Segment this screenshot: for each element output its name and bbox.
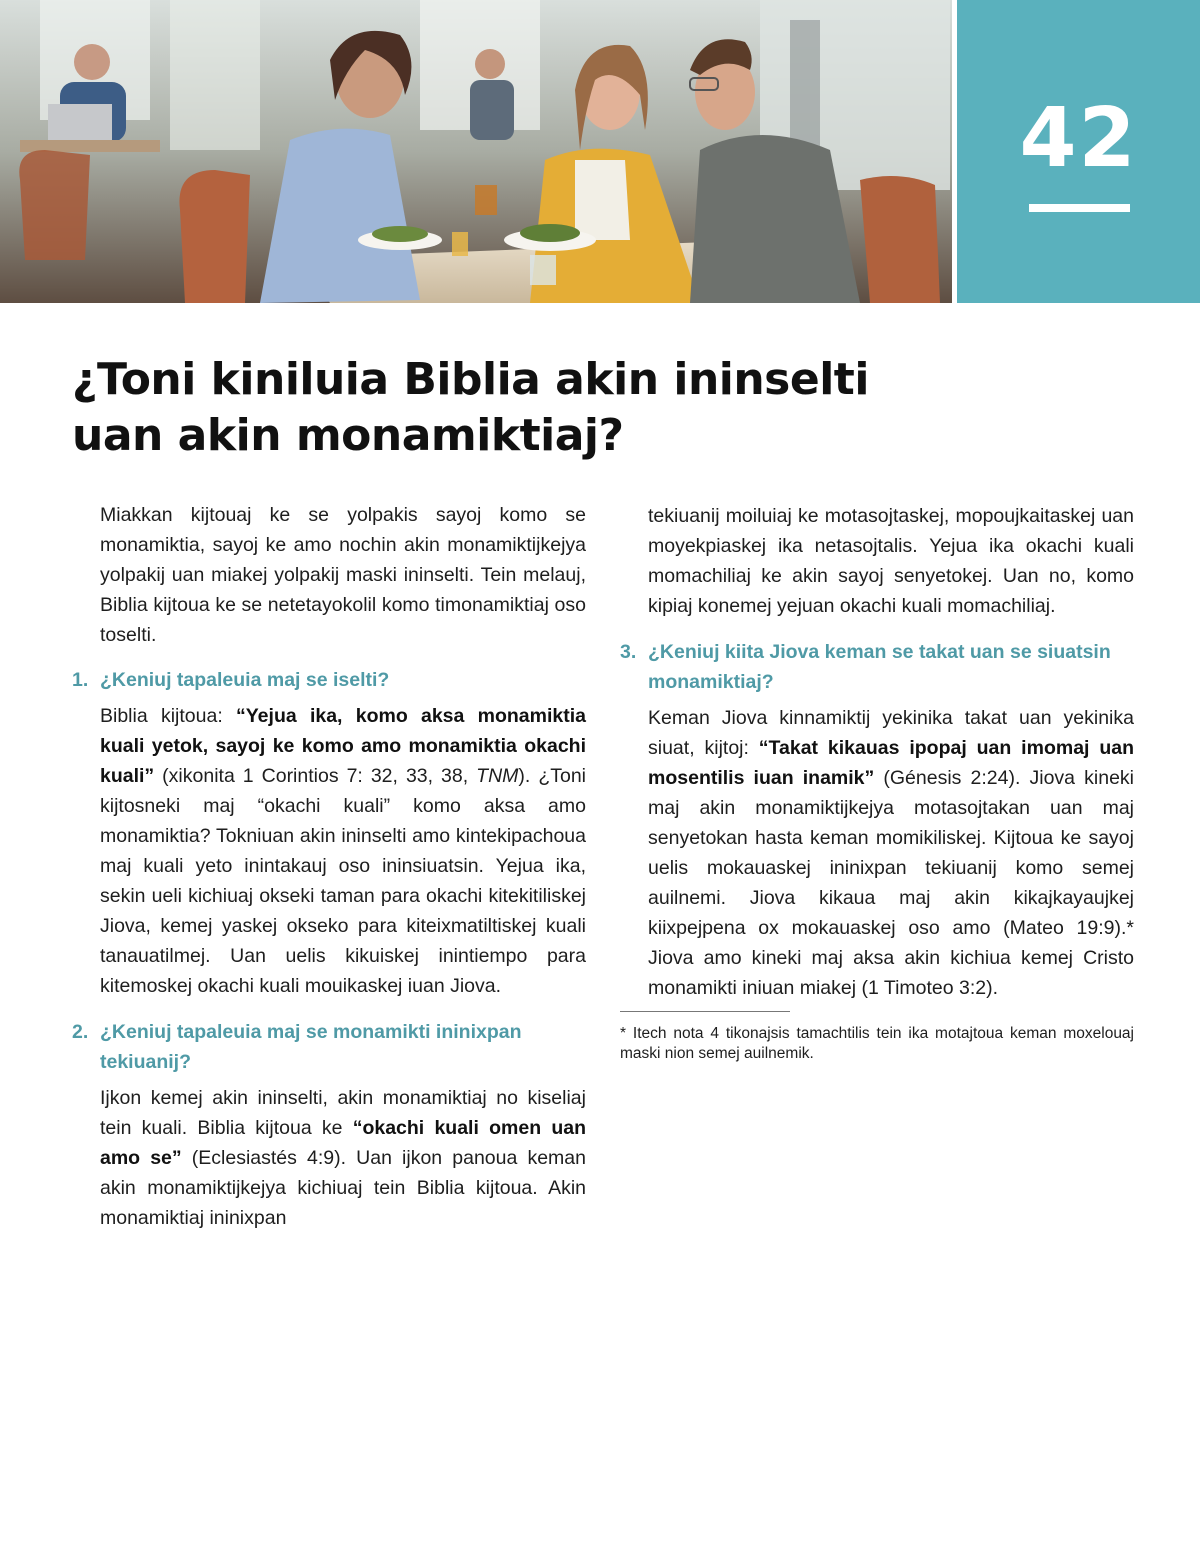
scripture-quote: “Takat kikauas ipopaj uan imomaj uan mosentilis iuan inamik” — [648, 737, 1135, 789]
answer-1-paragraph — [72, 701, 586, 1001]
scripture-quote: “okachi kuali omen uan amo se” — [100, 1117, 586, 1169]
title-line-1: ¿Toni kiniluia Biblia akin ininselti — [72, 354, 869, 405]
right-column — [620, 501, 1134, 1064]
footnote: * Itech nota 4 tikonajsis tamachtilis tein ika motajtoua keman moxelouaj maski nion semej auilnemik. — [620, 1025, 1134, 1062]
answer-text: Biblia kijtoua: — [100, 705, 236, 727]
question-number: 1. — [72, 669, 89, 691]
answer-text: Keman Jiova kinnamiktij yekinika takat uan yekinika siuat, kijtoj: — [648, 707, 1134, 759]
page-title — [72, 352, 1132, 464]
lesson-number: 42 — [1019, 91, 1138, 186]
question-text: ¿Keniuj kiita Jiova keman se takat uan se siuatsin monamiktiaj? — [648, 641, 1111, 693]
photo-illustration — [0, 0, 952, 303]
scripture-quote: “Yejua ika, komo aksa monamiktia kuali yetok, sayoj ke komo amo monamiktia okachi kuali” — [100, 705, 586, 787]
answer-text: (Génesis 2:24). Jiova kineki maj akin monamiktijkejya motasojtakan uan maj senyetokan hasta keman momikiliskej. Kijtoua ke sayoj uelis mokauaskej ininixpan tekiuanij komo semej auilnemi. Jiova kikaua maj akin kikajkayaujkej kiixpejpena ox mokauaskej oso amo (Mateo 19:9).* Jiova amo kineki maj aksa akin kichiua kemej Cristo monamikti iniuan miakej (1 Timoteo 3:2). — [648, 767, 1134, 999]
question-number: 3. — [620, 641, 637, 663]
question-2-heading — [72, 1017, 586, 1077]
answer-2-paragraph — [72, 1083, 586, 1233]
question-text: ¿Keniuj tapaleuia maj se monamikti ininixpan tekiuanij? — [100, 1021, 522, 1073]
question-text: ¿Keniuj tapaleuia maj se iselti? — [100, 669, 390, 691]
answer-3-paragraph — [620, 703, 1134, 1003]
answer-text: Ijkon kemej akin ininselti, akin monamiktiaj no kiseliaj tein kuali. Biblia kijtoua ke — [100, 1087, 586, 1139]
question-3-heading — [620, 637, 1134, 697]
answer-text: ). ¿Toni kijtosneki maj “okachi kuali” komo aksa amo monamiktia? Tokniuan akin ininselti amo kintekipachoua maj kuali yeto inintakauj oso ininsiuatsin. Yejua ika, sekin ueli kichiuaj okseki taman para okachi kitekitiliskej Jiova, kemej yaskej okseko para kiteixmatiltiskej kuali tanauatilmej. Uan uelis kikuiskej inintiempo para kitemoskej okachi kuali mouikaskej iuan Jiova. — [100, 765, 586, 997]
left-column — [72, 500, 586, 1233]
bible-version-abbr: TNM — [476, 765, 519, 787]
lesson-number-underline — [1029, 204, 1130, 212]
question-number: 2. — [72, 1021, 89, 1043]
answer-text: (Eclesiastés 4:9). Uan ijkon panoua keman akin monamiktijkejya kichiuaj tein Biblia kijtoua. Akin monamiktiaj ininixpan — [100, 1147, 586, 1229]
answer-2-continuation: tekiuanij moiluiaj ke motasojtaskej, mopoujkaitaskej uan moyekpiaskej ika netasojtalis. Yejua ika okachi kuali momachiliaj ke akin sayoj senyetokej. Uan no, komo kipiaj konemej yejuan okachi kuali momachiliaj. — [648, 505, 1134, 617]
intro-paragraph: Miakkan kijtouaj ke se yolpakis sayoj komo se monamiktia, sayoj ke amo nochin akin monamiktijkejya yolpakij uan miakej yolpakij maski ininselti. Tein melauj, Biblia kijtoua ke se netetayokolil komo timonamiktiaj oso toselti. — [100, 504, 586, 646]
footnote-divider — [620, 1011, 790, 1012]
question-1-heading — [72, 665, 586, 695]
lesson-badge — [957, 0, 1200, 303]
header-photo — [0, 0, 952, 303]
answer-text: (xikonita 1 Corintios 7: 32, 33, 38, — [154, 765, 477, 787]
title-line-2: uan akin monamiktiaj? — [72, 410, 624, 461]
